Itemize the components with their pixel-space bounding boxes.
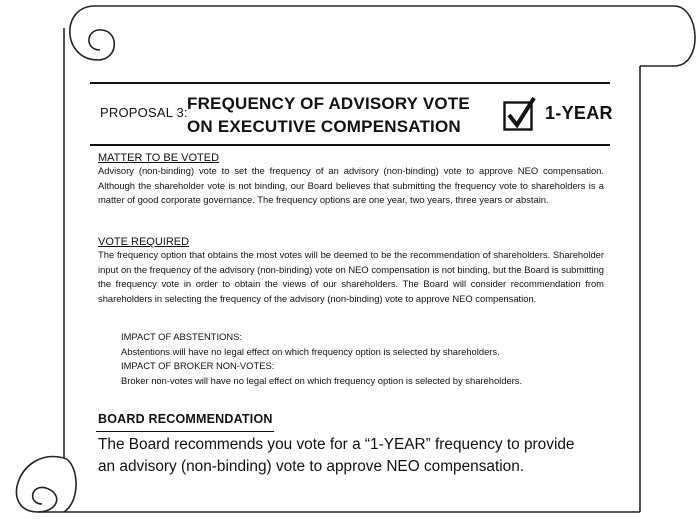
board-recommendation-heading: BOARD RECOMMENDATION: [98, 412, 273, 426]
vote-required-heading: VOTE REQUIRED: [98, 236, 190, 248]
abstentions-heading: IMPACT OF ABSTENTIONS:: [121, 331, 243, 342]
board-recommendation-underline: [96, 431, 274, 432]
top-roll-edge: [95, 6, 695, 66]
matter-text: Advisory (non-binding) vote to set the frequency of an advisory (non-binding) vote to approve NEO compensation. Although the shareholder vote is not binding, our Board believes that submitting the frequency vote to shareholders is a matter of good corporate governance. The frequency options are one year, two years, three years or abstain.: [98, 165, 604, 205]
board-recommendation-line-2: an advisory (non-binding) vote to approve NEO compensation.: [98, 457, 525, 475]
board-recommendation-text: [98, 434, 618, 477]
proposal-title-line-1: FREQUENCY OF ADVISORY VOTE: [187, 94, 470, 113]
matter-heading: MATTER TO BE VOTED: [98, 152, 220, 164]
proposal-label: PROPOSAL 3:: [100, 105, 188, 120]
board-recommendation-line-1: The Board recommends you vote for a “1-YEAR” frequency to provide: [98, 436, 575, 453]
bottom-roll-curl: [17, 457, 64, 512]
header-rule-bottom: [90, 144, 610, 146]
broker-heading: IMPACT OF BROKER NON-VOTES:: [121, 360, 275, 371]
broker-text: Broker non-votes will have no legal effect on which frequency option is selected by shareholders.: [121, 375, 523, 386]
checkbox-checked-icon: [503, 97, 536, 131]
proposal-title: [187, 92, 470, 138]
top-roll-curl: [70, 6, 114, 60]
vote-required-text: The frequency option that obtains the most votes will be deemed to be the recommendation of shareholders. Shareholder input on the frequency of the advisory (non-binding) vote on NEO compensation is not binding, but the Board is submitting the frequency vote in order to obtain the views of our shareholders. The Board will consider recommendation from shareholders in selecting the frequency of the advisory (non-binding) vote to approve NEO compensation.: [98, 249, 604, 304]
proposal-title-line-2: ON EXECUTIVE COMPENSATION: [187, 117, 461, 136]
abstentions-text: Abstentions will have no legal effect on which frequency option is selected by shareholders.: [121, 346, 500, 357]
bottom-roll-inner: [64, 458, 76, 512]
selected-frequency: 1-YEAR: [545, 103, 613, 123]
header-rule-top: [90, 82, 610, 84]
